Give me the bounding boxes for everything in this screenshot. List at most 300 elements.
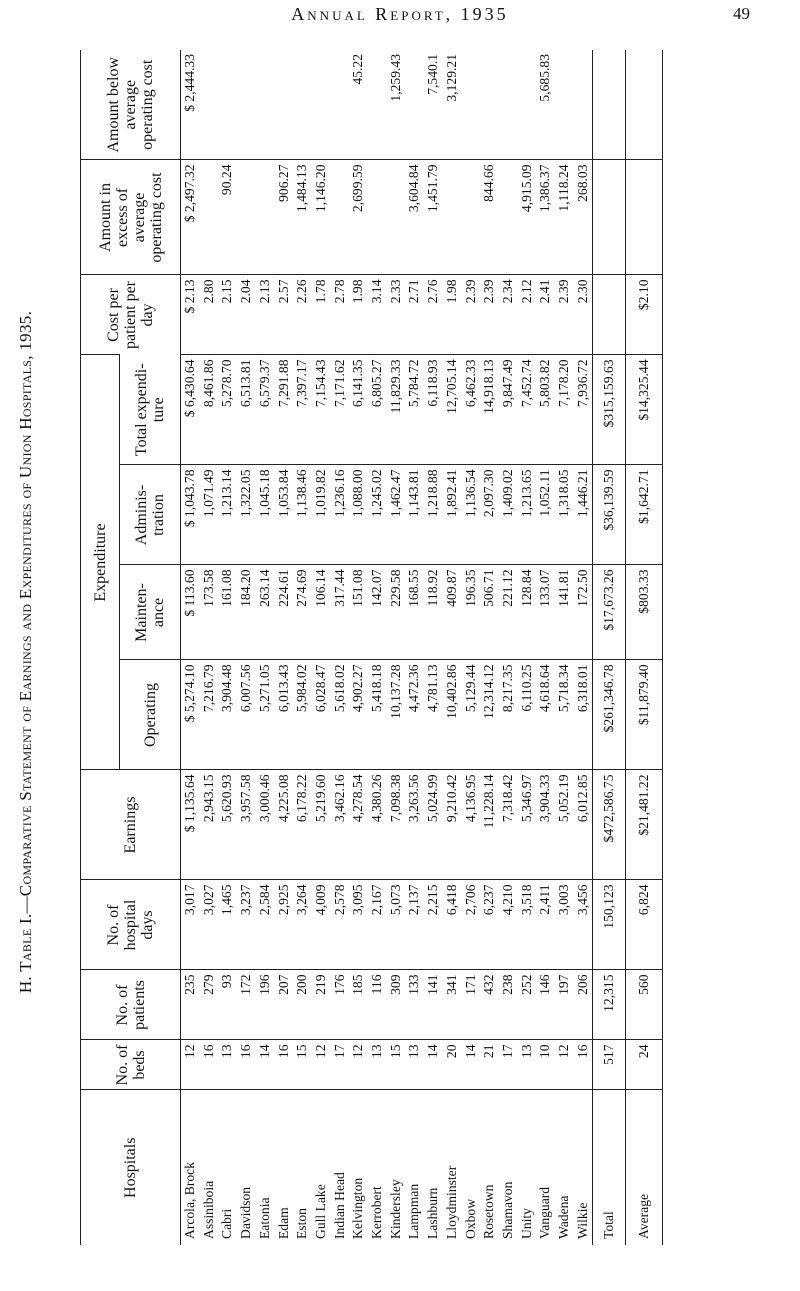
cell-earnings: 5,219.60 (312, 770, 331, 880)
cell-excess (387, 160, 406, 275)
table-body (181, 50, 663, 1245)
cell-total-exp: 7,171.62 (331, 355, 350, 465)
cell-name: Shamavon (499, 1090, 518, 1245)
cell-maintenance: 224.61 (275, 565, 294, 660)
cell-name: Kelvington (349, 1090, 368, 1245)
cell-beds: 17 (499, 1040, 518, 1090)
table-row (387, 50, 406, 1245)
cell-patients: 133 (405, 970, 424, 1040)
cell-operating: $ 5,274.10 (181, 660, 200, 770)
cell-patients: 238 (499, 970, 518, 1040)
cell-beds: 12 (555, 1040, 574, 1090)
cell-days: 3,027 (200, 880, 219, 970)
cell-cost-per-day: $ 2.13 (181, 275, 200, 355)
cell-below (405, 50, 424, 160)
cell-operating: 6,110.25 (518, 660, 537, 770)
table-row (574, 50, 593, 1245)
cell-total-exp: 7,397.17 (293, 355, 312, 465)
average-row (626, 50, 663, 1245)
cell-administration: 1,213.65 (518, 465, 537, 565)
cell-maintenance: 172.50 (574, 565, 593, 660)
cell-below (462, 50, 481, 160)
col-hospitals: Hospitals (81, 1090, 181, 1245)
cell-patients: 116 (368, 970, 387, 1040)
cell-patients: 172 (237, 970, 256, 1040)
cell-maintenance: 151.08 (349, 565, 368, 660)
cell-name: Rosetown (480, 1090, 499, 1245)
cell-name: Arcola, Brock (181, 1090, 200, 1245)
cell-earnings: 5,346.97 (518, 770, 537, 880)
cell-patients: 146 (536, 970, 555, 1040)
cell-name: Eatonia (256, 1090, 275, 1245)
cell-total-exp: 6,118.93 (424, 355, 443, 465)
cell-beds: 16 (574, 1040, 593, 1090)
table-row (275, 50, 294, 1245)
cell-below: 5,685.83 (537, 53, 553, 102)
col-total-expenditure: Total expendi- ture (120, 355, 181, 465)
cell-beds: 21 (480, 1040, 499, 1090)
cell-cost-per-day: 2.26 (293, 275, 312, 355)
cell-days: 2,925 (275, 880, 294, 970)
cell-name: Kindersley (387, 1090, 406, 1245)
cell-maintenance: 221.12 (499, 565, 518, 660)
cell-name: Eston (293, 1090, 312, 1245)
table-row (181, 50, 200, 1245)
cell-operating: 10,402.86 (443, 660, 462, 770)
cell-patients: 207 (275, 970, 294, 1040)
cell-earnings: 4,380.26 (368, 770, 387, 880)
cell-cost-per-day: 2.76 (424, 275, 443, 355)
cell-name: Vanguard (536, 1090, 555, 1245)
page-header (0, 0, 800, 30)
cell-maintenance: 274.69 (293, 565, 312, 660)
cell-excess: 268.03 (574, 160, 593, 275)
cell-days: 2,215 (424, 880, 443, 970)
cell-maintenance: 229.58 (387, 565, 406, 660)
table-row (312, 50, 331, 1245)
cell-name: Gull Lake (312, 1090, 331, 1245)
cell-excess: 2,699.59 (349, 160, 368, 275)
cell-patients: 341 (443, 970, 462, 1040)
cell-maintenance: 133.07 (536, 565, 555, 660)
cell-maintenance: 184.20 (237, 565, 256, 660)
cell-operating: 5,984.02 (293, 660, 312, 770)
cell-below (256, 50, 275, 160)
cell-administration: 1,409.02 (499, 465, 518, 565)
cell-administration: 1,052.11 (536, 465, 555, 565)
cell-maintenance: 196.35 (462, 565, 481, 660)
cell-total-exp: 5,803.82 (536, 355, 555, 465)
cell-maintenance: 161.08 (218, 565, 237, 660)
cell-administration: 2,097.30 (480, 465, 499, 565)
col-cost-per-day: Cost per patient per day (81, 275, 181, 355)
cell-beds: 13 (368, 1040, 387, 1090)
cell-below: $ 2,444.33 (182, 53, 197, 112)
cell-operating: 4,472.36 (405, 660, 424, 770)
cell-operating: 6,013.43 (275, 660, 294, 770)
table-row (424, 50, 443, 1245)
cell-below: 45.22 (350, 53, 366, 85)
cell-name: Wadena (555, 1090, 574, 1245)
cell-operating: $261,346.78 (593, 660, 626, 770)
cell-patients: 235 (181, 970, 200, 1040)
cell-earnings: 9,210.42 (443, 770, 462, 880)
cell-excess (237, 160, 256, 275)
cell-name: Edam (275, 1090, 294, 1245)
cell-excess (443, 160, 462, 275)
cell-cost-per-day (593, 275, 626, 355)
cell-cost-per-day: 3.14 (368, 275, 387, 355)
cell-cost-per-day: 2.30 (574, 275, 593, 355)
cell-name: Wilkie (574, 1090, 593, 1245)
table-row (368, 50, 387, 1245)
cell-total-exp: 12,705.14 (443, 355, 462, 465)
cell-name: Lloydminster (443, 1090, 462, 1245)
cell-total-exp: $315,159.63 (593, 355, 626, 465)
cell-administration: 1,213.14 (218, 465, 237, 565)
cell-cost-per-day: $2.10 (626, 275, 663, 355)
cell-beds: 12 (349, 1040, 368, 1090)
table-row (200, 50, 219, 1245)
cell-cost-per-day: 2.71 (405, 275, 424, 355)
col-earnings: Earnings (81, 770, 181, 880)
cell-cost-per-day: 2.78 (331, 275, 350, 355)
cell-patients: 309 (387, 970, 406, 1040)
cell-beds: 16 (237, 1040, 256, 1090)
cell-total-exp: $14,325.44 (626, 355, 663, 465)
cell-administration: $1,642.71 (626, 465, 663, 565)
cell-below (574, 50, 593, 160)
cell-excess: 90.24 (218, 160, 237, 275)
table-row (237, 50, 256, 1245)
cell-patients: 560 (626, 970, 663, 1040)
cell-operating: 4,902.27 (349, 660, 368, 770)
cell-earnings: 5,024.99 (424, 770, 443, 880)
cell-days: 3,264 (293, 880, 312, 970)
hospital-table (80, 50, 663, 1245)
cell-days: 4,210 (499, 880, 518, 970)
cell-earnings: 3,904.33 (536, 770, 555, 880)
cell-beds: 20 (443, 1040, 462, 1090)
cell-excess (368, 160, 387, 275)
cell-operating: 6,318.01 (574, 660, 593, 770)
cell-excess (331, 160, 350, 275)
cell-earnings: 4,136.95 (462, 770, 481, 880)
cell-administration: $36,139.59 (593, 465, 626, 565)
cell-maintenance: $ 113.60 (181, 565, 200, 660)
cell-beds: 10 (536, 1040, 555, 1090)
cell-total-exp: 14,918.13 (480, 355, 499, 465)
cell-administration: 1,053.84 (275, 465, 294, 565)
cell-maintenance: $803.33 (626, 565, 663, 660)
cell-below (499, 50, 518, 160)
cell-operating: 3,904.48 (218, 660, 237, 770)
cell-cost-per-day: 2.33 (387, 275, 406, 355)
cell-days: 2,578 (331, 880, 350, 970)
cell-cost-per-day: 2.34 (499, 275, 518, 355)
cell-total-exp: 6,141.35 (349, 355, 368, 465)
cell-name: Cabri (218, 1090, 237, 1245)
cell-beds: 14 (256, 1040, 275, 1090)
cell-operating: 6,007.56 (237, 660, 256, 770)
cell-maintenance: 128.84 (518, 565, 537, 660)
cell-beds: 15 (387, 1040, 406, 1090)
cell-total-exp: 6,805.27 (368, 355, 387, 465)
cell-beds: 14 (462, 1040, 481, 1090)
cell-days: 3,003 (555, 880, 574, 970)
table-row (480, 50, 499, 1245)
table-row (555, 50, 574, 1245)
cell-administration: 1,136.54 (462, 465, 481, 565)
cell-administration: 1,236.16 (331, 465, 350, 565)
cell-days: 2,167 (368, 880, 387, 970)
cell-excess (256, 160, 275, 275)
cell-cost-per-day: 2.39 (462, 275, 481, 355)
cell-operating: 5,271.05 (256, 660, 275, 770)
cell-cost-per-day: 1.78 (312, 275, 331, 355)
table-row (331, 50, 350, 1245)
cell-below (518, 50, 537, 160)
cell-maintenance: 141.81 (555, 565, 574, 660)
cell-days: 3,456 (574, 880, 593, 970)
cell-patients: 197 (555, 970, 574, 1040)
cell-patients: 432 (480, 970, 499, 1040)
table-row (293, 50, 312, 1245)
cell-total-exp: $ 6,430.64 (181, 355, 200, 465)
table-row (536, 50, 555, 1245)
cell-administration: 1,045.18 (256, 465, 275, 565)
cell-below (275, 50, 294, 160)
cell-operating: 4,618.64 (536, 660, 555, 770)
cell-patients: 279 (200, 970, 219, 1040)
cell-beds: 13 (218, 1040, 237, 1090)
cell-earnings: 3,000.46 (256, 770, 275, 880)
cell-beds: 24 (626, 1040, 663, 1090)
cell-beds: 16 (200, 1040, 219, 1090)
cell-administration: 1,322.05 (237, 465, 256, 565)
table-caption: H. Table I.—Comparative Statement of Earnings and Expenditures of Union Hospitals, 1935. (16, 310, 35, 994)
cell-earnings: 3,263.56 (405, 770, 424, 880)
col-expenditure-group: Expenditure (81, 355, 120, 770)
cell-excess: 1,484.13 (293, 160, 312, 275)
cell-days: 6,824 (626, 880, 663, 970)
cell-operating: 4,781.13 (424, 660, 443, 770)
cell-cost-per-day: 2.39 (480, 275, 499, 355)
cell-name: Assiniboia (200, 1090, 219, 1245)
cell-total-exp: 7,291.88 (275, 355, 294, 465)
table-row (405, 50, 424, 1245)
cell-earnings: 4,225.08 (275, 770, 294, 880)
cell-beds: 14 (424, 1040, 443, 1090)
table-row (349, 50, 368, 1245)
cell-excess: $ 2,497.32 (181, 160, 200, 275)
cell-below: 7,540.1 (425, 53, 441, 95)
cell-cost-per-day: 2.12 (518, 275, 537, 355)
table-row (443, 50, 462, 1245)
cell-maintenance: 168.55 (405, 565, 424, 660)
cell-total-exp: 6,579.37 (256, 355, 275, 465)
cell-maintenance: 263.14 (256, 565, 275, 660)
cell-beds: 12 (312, 1040, 331, 1090)
cell-excess: 1,118.24 (555, 160, 574, 275)
cell-excess: 4,915.09 (518, 160, 537, 275)
cell-total-exp: 6,513.81 (237, 355, 256, 465)
cell-excess (200, 160, 219, 275)
cell-cost-per-day: 2.41 (536, 275, 555, 355)
cell-below (237, 50, 256, 160)
col-beds: No. of beds (81, 1040, 181, 1090)
cell-name: Davidson (237, 1090, 256, 1245)
cell-below (480, 50, 499, 160)
total-row (593, 50, 626, 1245)
cell-cost-per-day: 2.39 (555, 275, 574, 355)
cell-total-exp: 7,178.20 (555, 355, 574, 465)
cell-beds: 16 (275, 1040, 294, 1090)
cell-maintenance: 173.58 (200, 565, 219, 660)
cell-patients: 171 (462, 970, 481, 1040)
cell-earnings: $472,586.75 (593, 770, 626, 880)
cell-total-exp: 7,452.74 (518, 355, 537, 465)
cell-cost-per-day: 2.04 (237, 275, 256, 355)
cell-patients: 12,315 (593, 970, 626, 1040)
cell-operating: 6,028.47 (312, 660, 331, 770)
col-excess: Amount in excess of average operating cost (81, 160, 181, 275)
cell-below (626, 50, 663, 160)
cell-days: 3,095 (349, 880, 368, 970)
col-maintenance: Mainten- ance (120, 565, 181, 660)
cell-cost-per-day: 2.15 (218, 275, 237, 355)
cell-operating: 5,418.18 (368, 660, 387, 770)
cell-patients: 176 (331, 970, 350, 1040)
cell-operating: 5,129.44 (462, 660, 481, 770)
cell-below: 1,259.43 (387, 53, 403, 102)
cell-earnings: 6,012.85 (574, 770, 593, 880)
col-below: Amount below average operating cost (81, 50, 181, 160)
cell-operating: 7,216.79 (200, 660, 219, 770)
cell-days: 2,584 (256, 880, 275, 970)
cell-earnings: 7,098.38 (387, 770, 406, 880)
cell-excess (593, 160, 626, 275)
cell-earnings: 5,052.19 (555, 770, 574, 880)
cell-administration: 1,138.46 (293, 465, 312, 565)
cell-administration: 1,088.00 (349, 465, 368, 565)
rotated-table-wrapper (80, 50, 780, 1245)
cell-below (200, 50, 219, 160)
cell-patients: 93 (218, 970, 237, 1040)
cell-patients: 200 (293, 970, 312, 1040)
cell-excess: 906.27 (275, 160, 294, 275)
cell-total-exp: 5,278.70 (218, 355, 237, 465)
cell-patients: 196 (256, 970, 275, 1040)
cell-cost-per-day: 2.13 (256, 275, 275, 355)
cell-maintenance: 106.14 (312, 565, 331, 660)
table-row (218, 50, 237, 1245)
cell-days: 6,418 (443, 880, 462, 970)
cell-total-exp: 7,936.72 (574, 355, 593, 465)
cell-beds: 517 (593, 1040, 626, 1090)
cell-patients: 219 (312, 970, 331, 1040)
table-row (499, 50, 518, 1245)
cell-total-exp: 6,462.33 (462, 355, 481, 465)
cell-name: Average (626, 1090, 663, 1245)
cell-days: 2,706 (462, 880, 481, 970)
cell-days: 3,017 (181, 880, 200, 970)
cell-earnings: 6,178.22 (293, 770, 312, 880)
cell-name: Lashburn (424, 1090, 443, 1245)
cell-excess: 1,146.20 (312, 160, 331, 275)
cell-days: 2,411 (536, 880, 555, 970)
cell-administration: 1,462.47 (387, 465, 406, 565)
cell-excess: 3,604.84 (405, 160, 424, 275)
cell-administration: 1,446.21 (574, 465, 593, 565)
cell-below (293, 50, 312, 160)
cell-days: 3,518 (518, 880, 537, 970)
cell-earnings: 3,957.58 (237, 770, 256, 880)
cell-patients: 252 (518, 970, 537, 1040)
cell-excess (462, 160, 481, 275)
cell-patients: 206 (574, 970, 593, 1040)
cell-beds: 17 (331, 1040, 350, 1090)
cell-days: 150,123 (593, 880, 626, 970)
cell-administration: 1,245.02 (368, 465, 387, 565)
cell-days: 4,009 (312, 880, 331, 970)
cell-administration: 1,019.82 (312, 465, 331, 565)
cell-maintenance: 142.07 (368, 565, 387, 660)
cell-operating: 12,314.12 (480, 660, 499, 770)
cell-earnings: 5,620.93 (218, 770, 237, 880)
cell-days: 6,237 (480, 880, 499, 970)
cell-operating: 5,618.02 (331, 660, 350, 770)
cell-total-exp: 5,784.72 (405, 355, 424, 465)
cell-name: Lampman (405, 1090, 424, 1245)
cell-earnings: 3,462.16 (331, 770, 350, 880)
cell-name: Total (593, 1090, 626, 1245)
cell-below: 3,129.21 (443, 53, 459, 102)
cell-below (555, 50, 574, 160)
cell-excess (499, 160, 518, 275)
cell-excess: 844.66 (480, 160, 499, 275)
table-row (462, 50, 481, 1245)
cell-cost-per-day: 1.98 (443, 275, 462, 355)
cell-total-exp: 7,154.43 (312, 355, 331, 465)
cell-excess (626, 160, 663, 275)
cell-administration: $ 1,043.78 (181, 465, 200, 565)
table-row (518, 50, 537, 1245)
table-head (81, 50, 181, 1245)
cell-patients: 141 (424, 970, 443, 1040)
cell-earnings: $ 1,135.64 (181, 770, 200, 880)
cell-total-exp: 9,847.49 (499, 355, 518, 465)
cell-maintenance: 118.92 (424, 565, 443, 660)
cell-operating: 10,137.28 (387, 660, 406, 770)
cell-excess: 1,386.37 (536, 160, 555, 275)
cell-operating: 8,217.35 (499, 660, 518, 770)
cell-maintenance: 506.71 (480, 565, 499, 660)
cell-below (218, 50, 237, 160)
cell-below (331, 50, 350, 160)
cell-below (593, 50, 626, 160)
cell-maintenance: $17,673.26 (593, 565, 626, 660)
page-number: 49 (733, 4, 750, 23)
col-administration: Adminis- tration (120, 465, 181, 565)
cell-name: Kerrobert (368, 1090, 387, 1245)
cell-operating: 5,718.34 (555, 660, 574, 770)
cell-cost-per-day: 2.80 (200, 275, 219, 355)
cell-name: Unity (518, 1090, 537, 1245)
cell-beds: 13 (405, 1040, 424, 1090)
cell-administration: 1,892.41 (443, 465, 462, 565)
cell-days: 5,073 (387, 880, 406, 970)
